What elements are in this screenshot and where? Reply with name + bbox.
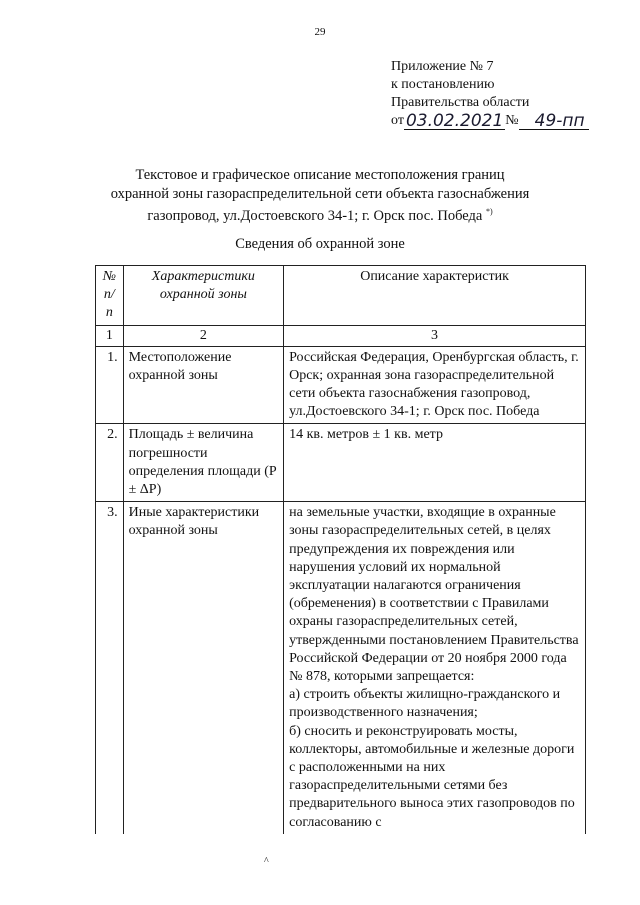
row-number: 1.	[96, 346, 124, 424]
footer-mark: ^	[264, 856, 269, 867]
footnote-mark: *)	[485, 207, 493, 216]
header-number: № п/п	[96, 266, 124, 326]
row-description: на земельные участки, входящие в охранные зоны газораспределительных сетей, в целях предупреждения их повреждения или нарушения условий их нормальной эксплуатации налагаются ограничения (обременения) в соответствии с Правилами охраны газораспределительных сетей, утвержденными постановлением Правительства Российской Федерации от 20 ноября 2000 года № 878, которыми запрещается: а) строить объекты жилищно-гражданского и производственного назначения; б) сносить и реконструировать мосты, коллекторы, автомобильные и железные дороги с расположенными на них газораспределительными сетями без предварительного выноса этих газопроводов по согласованию с	[284, 502, 586, 834]
header-description: Описание характеристик	[284, 266, 586, 326]
index-cell-2: 2	[123, 325, 283, 346]
document-title	[60, 166, 580, 225]
page-number: 29	[314, 26, 326, 38]
row-number: 2.	[96, 424, 124, 502]
appendix-line-3: Правительства области	[391, 95, 530, 110]
title-line-3-text: газопровод, ул.Достоевского 34-1; г. Орск пос. Победа	[147, 207, 483, 224]
appendix-header	[391, 58, 589, 130]
title-line-1: Текстовое и графическое описание местоположения границ	[135, 167, 505, 183]
appendix-date-number-line	[391, 112, 589, 130]
row-characteristic: Иные характеристики охранной зоны	[123, 502, 283, 834]
appendix-line-2: к постановлению	[391, 77, 495, 92]
number-label: №	[505, 113, 519, 128]
zone-info-table	[95, 265, 586, 834]
row-characteristic: Местоположение охранной зоны	[123, 346, 283, 424]
handwritten-number: 49-пп	[519, 113, 589, 130]
index-cell-3: 3	[284, 325, 586, 346]
table-header-row	[96, 266, 586, 326]
header-characteristic: Характеристики охранной зоны	[123, 266, 283, 326]
appendix-line-1: Приложение № 7	[391, 59, 494, 74]
table-row	[96, 424, 586, 502]
from-label: от	[391, 113, 404, 128]
title-line-2: охранной зоны газораспределительной сети объекта газоснабжения	[110, 185, 530, 202]
table-row	[96, 502, 586, 834]
row-characteristic: Площадь ± величина погрешности определения площади (P ± ΔP)	[123, 424, 283, 502]
row-description: Российская Федерация, Оренбургская область, г. Орск; охранная зона газораспределительной сети объекта газоснабжения газопровод, ул.Достоевского 34-1; г. Орск пос. Победа	[284, 346, 586, 424]
section-subtitle: Сведения об охранной зоне	[235, 236, 405, 252]
row-description: 14 кв. метров ± 1 кв. метр	[284, 424, 586, 502]
table-index-row	[96, 325, 586, 346]
row-number: 3.	[96, 502, 124, 834]
title-line-3	[60, 203, 580, 225]
index-cell-1: 1	[96, 325, 124, 346]
table-row	[96, 346, 586, 424]
handwritten-date: 03.02.2021	[405, 111, 504, 131]
